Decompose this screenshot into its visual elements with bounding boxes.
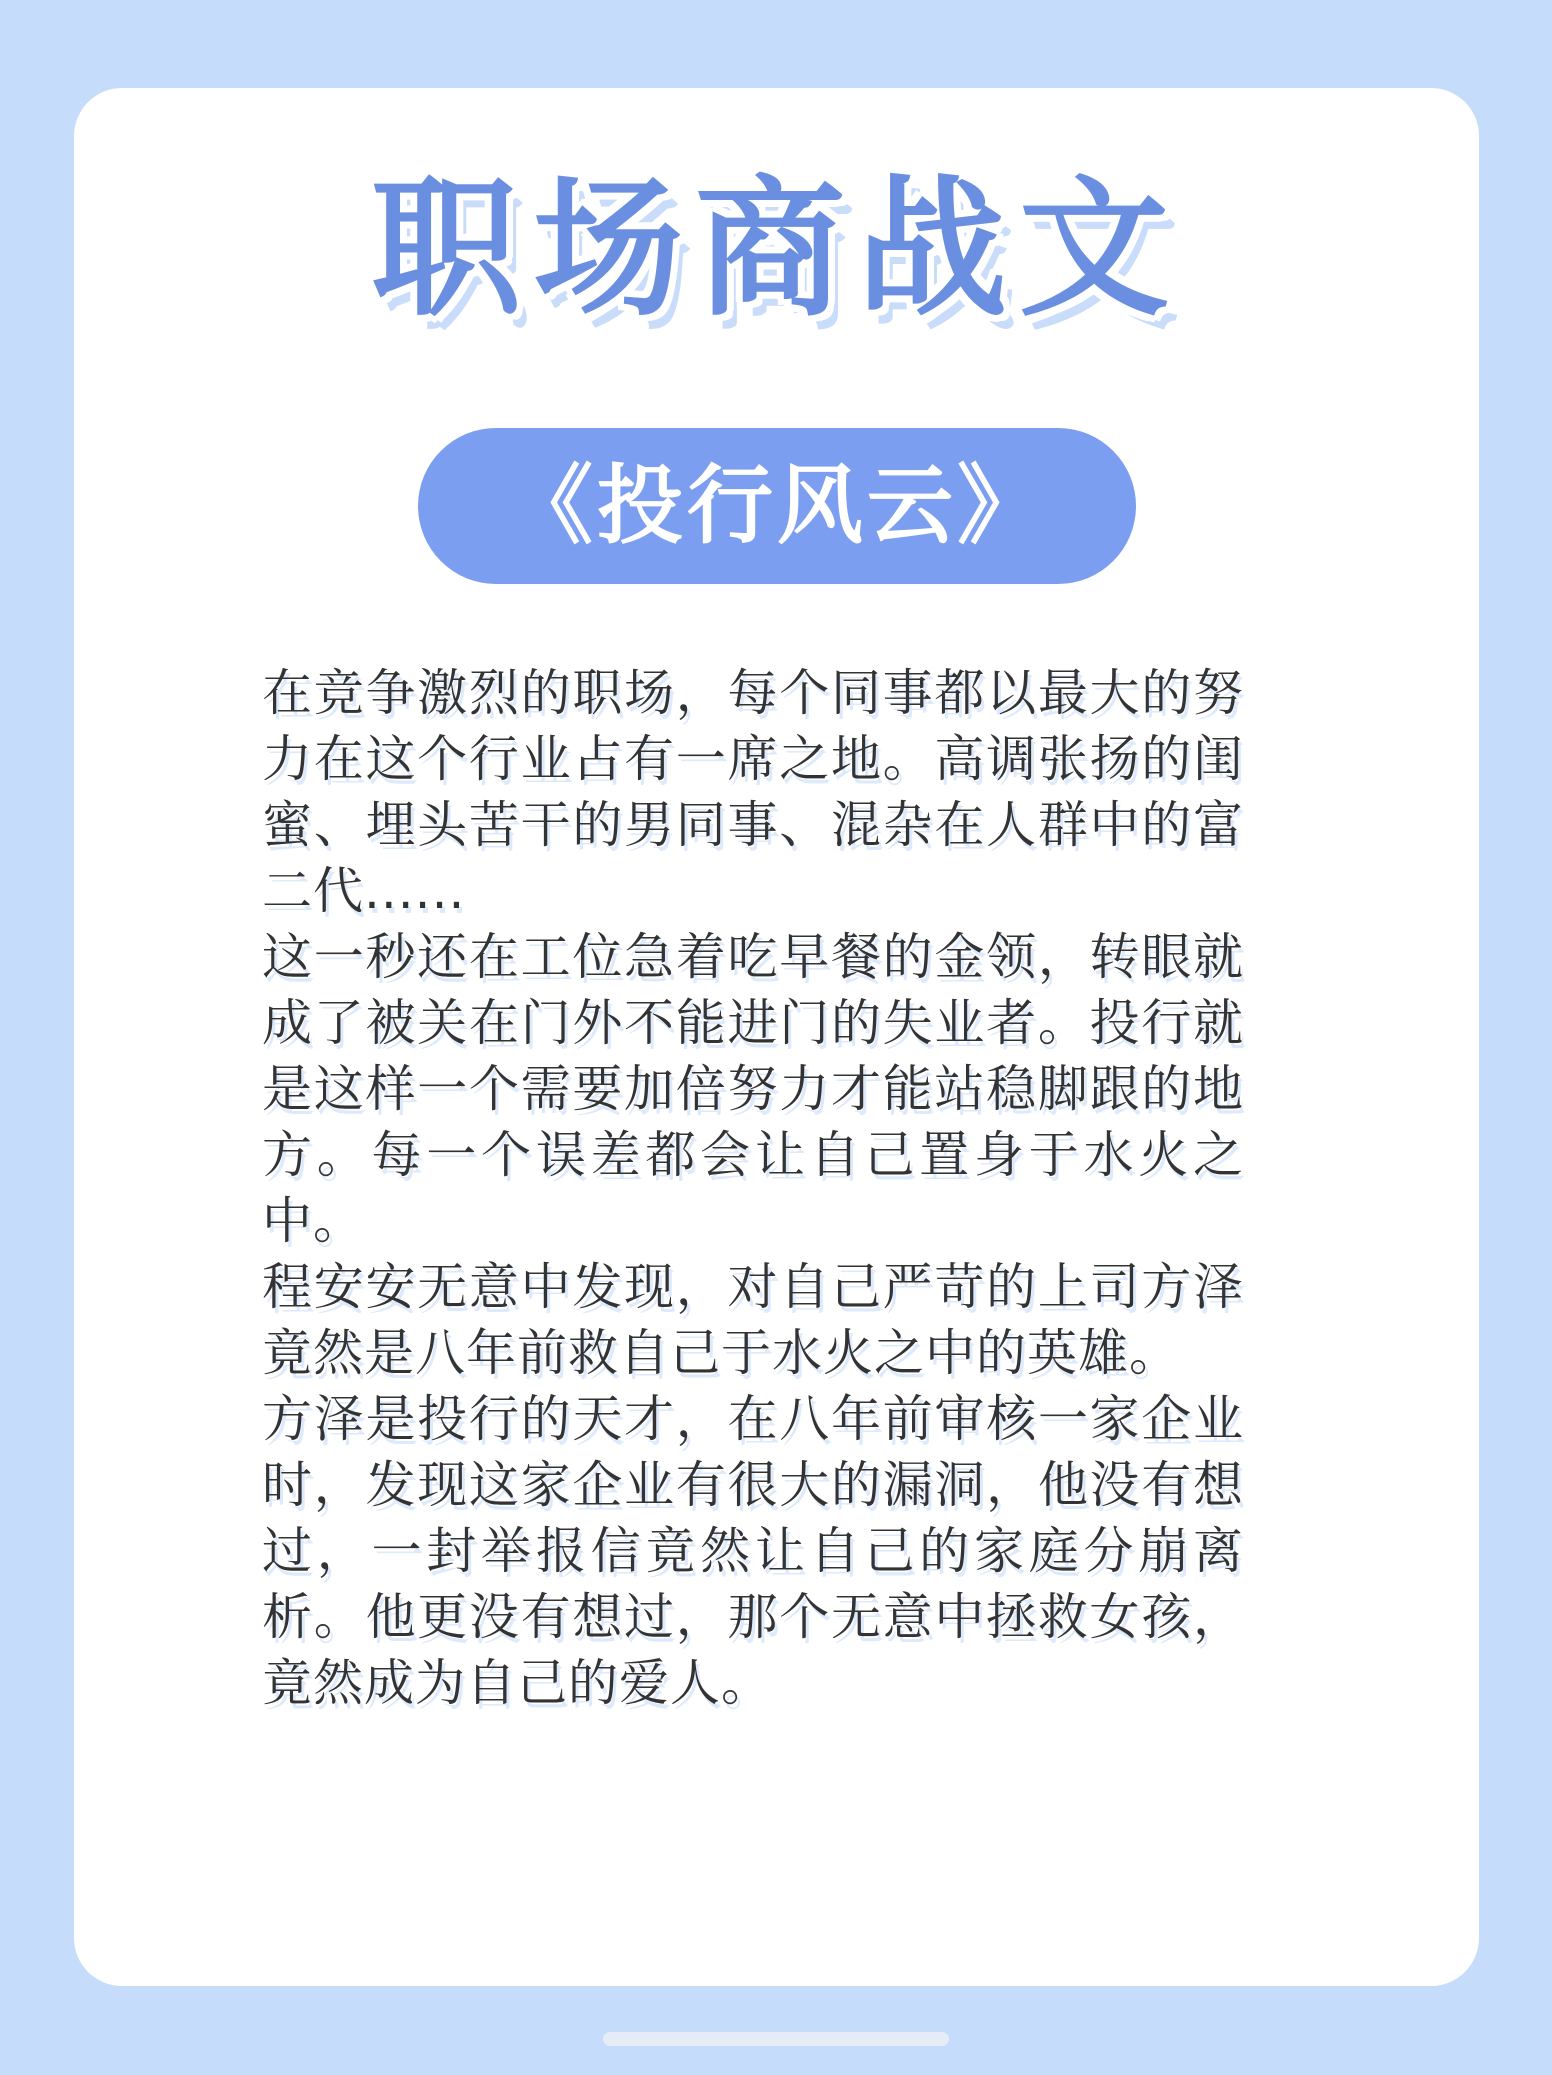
synopsis-paragraph: 在竞争激烈的职场，每个同事都以最大的努力在这个行业占有一席之地。高调张扬的闺蜜、埋头苦干的男同事、混杂在人群中的富二代...... — [262, 664, 1244, 920]
page-title: 职场商战文 — [370, 163, 1181, 337]
synopsis-paragraph: 这一秒还在工位急着吃早餐的金领，转眼就成了被关在门外不能进门的失业者。投行就是这样一个需要加倍努力才能站稳脚跟的地方。每一个误差都会让自己置身于水火之中。 — [262, 928, 1244, 1250]
synopsis-paragraph: 程安安无意中发现，对自己严苛的上司方泽竟然是八年前救自己于水火之中的英雄。 — [262, 1258, 1244, 1382]
book-title-badge — [418, 428, 1136, 584]
book-title: 《投行风云》 — [507, 456, 1047, 556]
home-indicator — [603, 2032, 949, 2046]
synopsis-paragraph: 方泽是投行的天才，在八年前审核一家企业时，发现这家企业有很大的漏洞，他没有想过，一封举报信竟然让自己的家庭分崩离析。他更没有想过，那个无意中拯救女孩，竟然成为自己的爱人。 — [262, 1390, 1244, 1712]
synopsis — [262, 660, 1244, 1716]
